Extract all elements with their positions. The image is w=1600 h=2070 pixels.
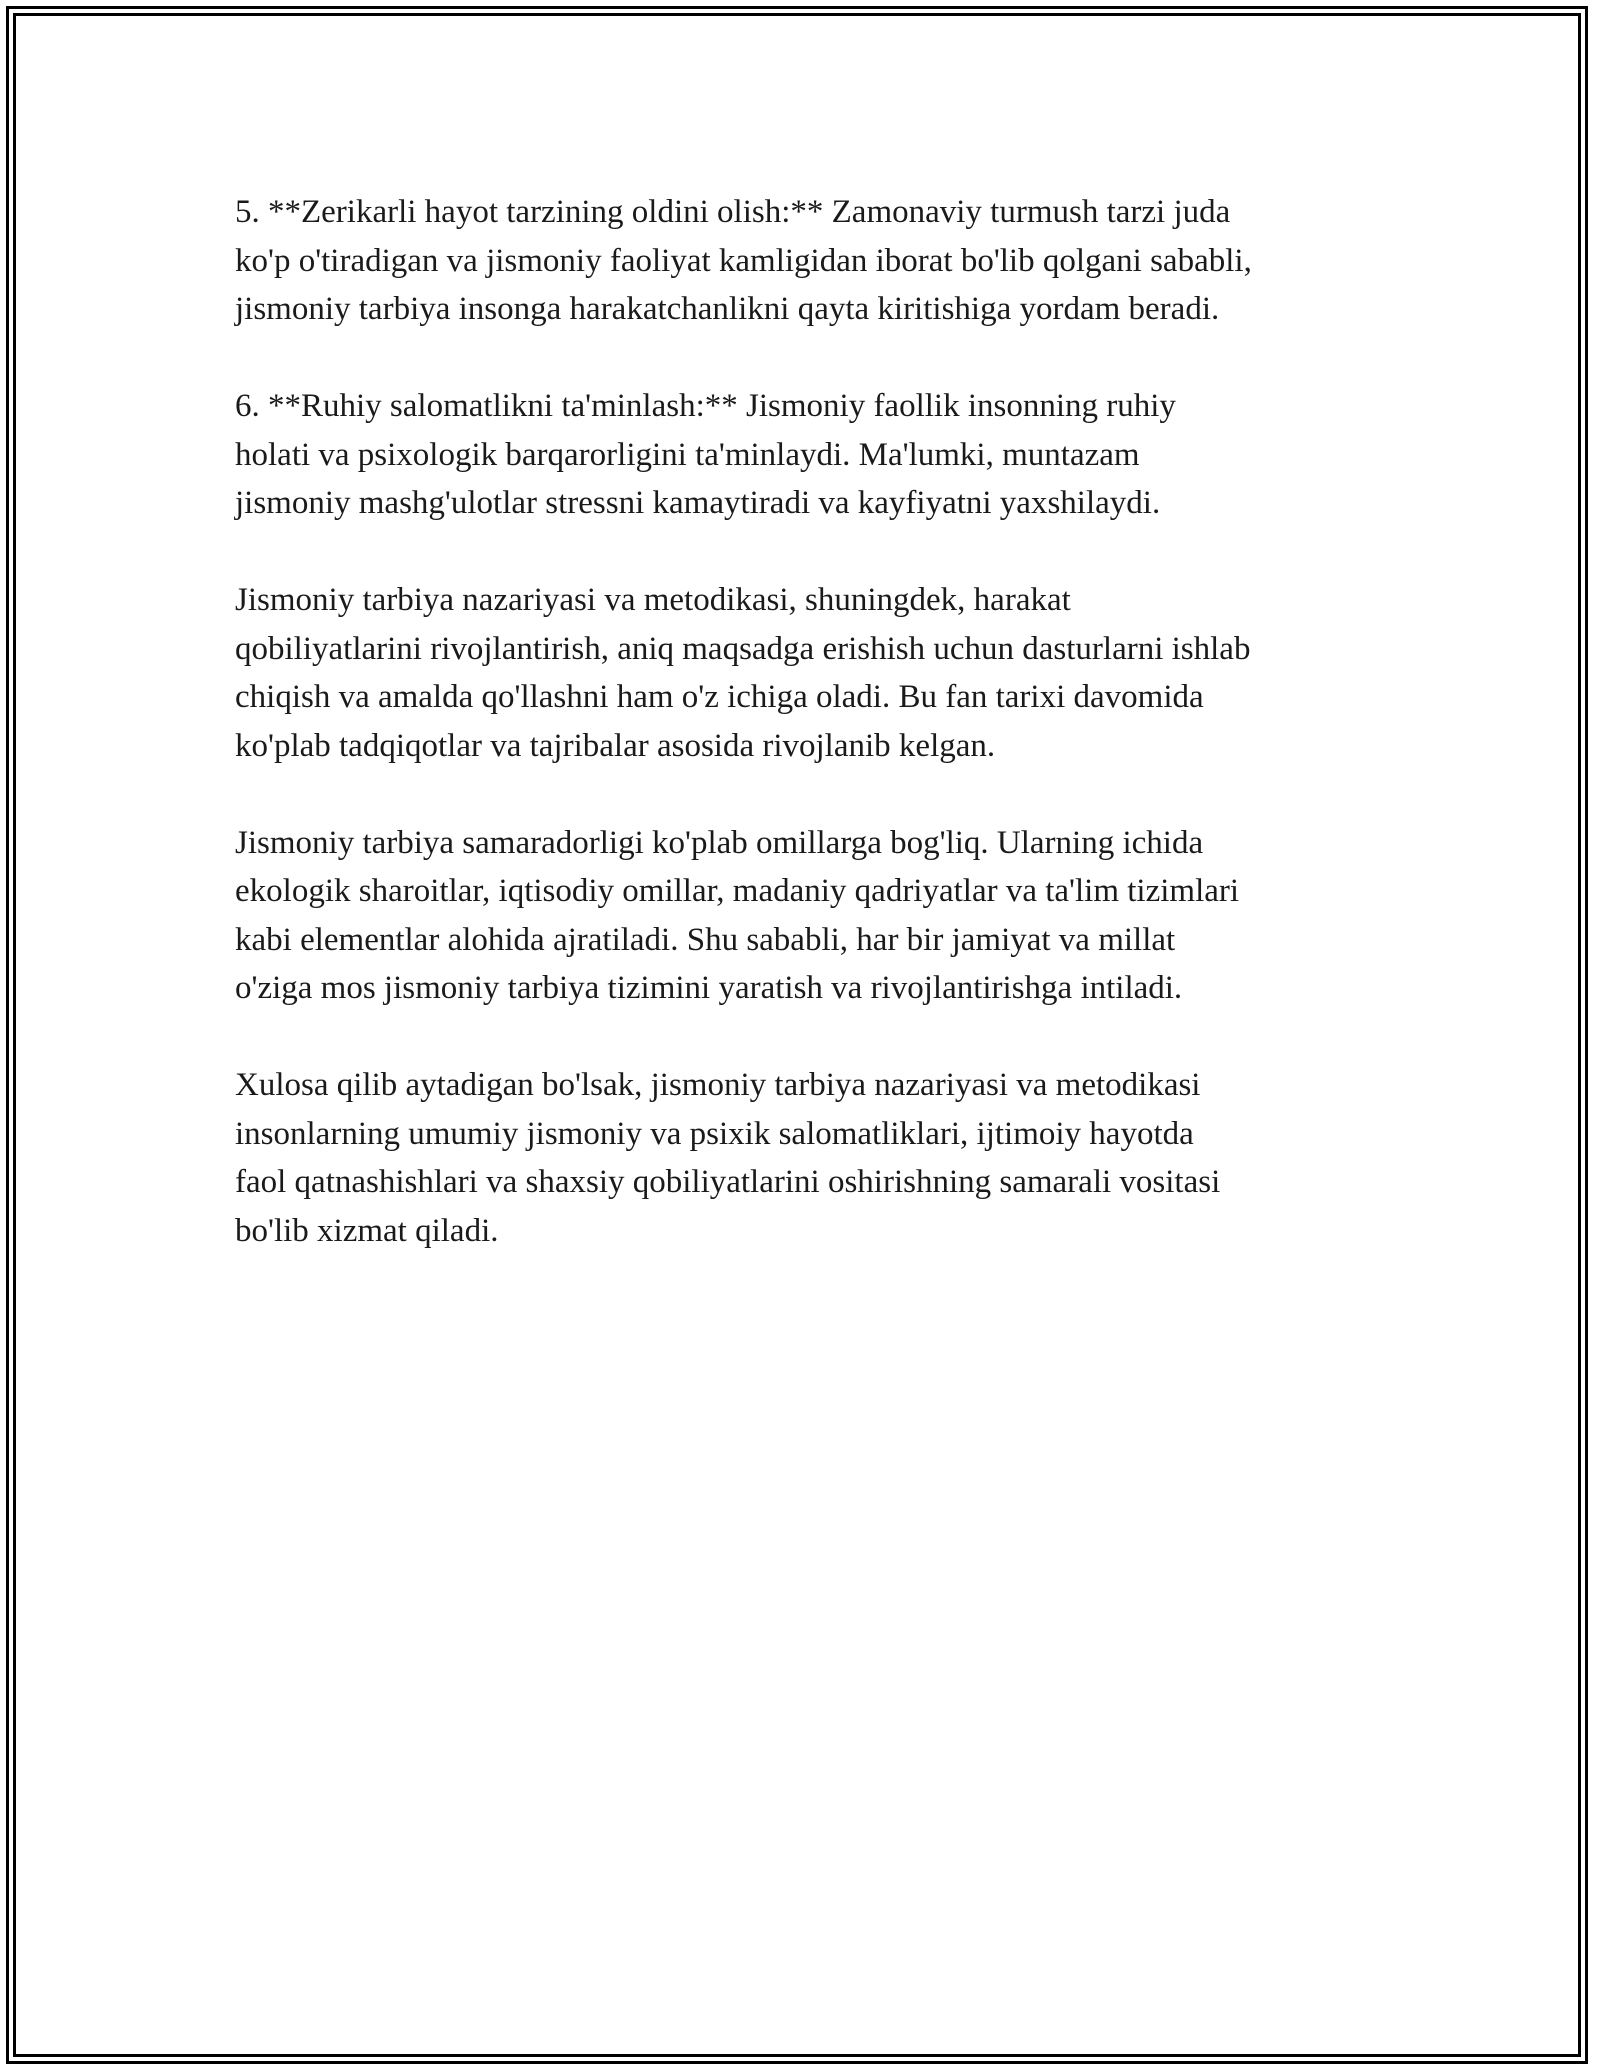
paragraph-nazariya-metodika: Jismoniy tarbiya nazariyasi va metodikasi, shuningdek, harakat qobiliyatlarini rivojlantirish, aniq maqsadga erishish uchun dasturlarni ishlab chiqish va amalda qo'llashni ham o'z ichiga oladi. Bu fan tarixi davomida ko'plab tadqiqotlar va tajribalar asosida rivojlanib kelgan. (235, 582, 1251, 764)
paragraph-xulosa: Xulosa qilib aytadigan bo'lsak, jismoniy tarbiya nazariyasi va metodikasi insonlarning umumiy jismoniy va psixik salomatliklari, ijtimoiy hayotda faol qatnashishlari va shaxsiy qobiliyatlarini oshirishning samarali vositasi bo'lib xizmat qiladi. (235, 1067, 1221, 1249)
document-body (235, 188, 1395, 1304)
paragraph-zerikarli-hayot: 5. **Zerikarli hayot tarzining oldini olish:** Zamonaviy turmush tarzi juda ko'p o'tiradigan va jismoniy faoliyat kamligidan iborat bo'lib qolgani sababli, jismoniy tarbiya insonga harakatchanlikni qayta kiritishiga yordam beradi. (235, 194, 1252, 327)
paragraph-ruhiy-salomatlik: 6. **Ruhiy salomatlikni ta'minlash:** Jismoniy faollik insonning ruhiy holati va psixologik barqarorligini ta'minlaydi. Ma'lumki, muntazam jismoniy mashg'ulotlar stressni kamaytiradi va kayfiyatni yaxshilaydi. (235, 388, 1176, 521)
paragraph-samaradorlik: Jismoniy tarbiya samaradorligi ko'plab omillarga bog'liq. Ularning ichida ekologik sharoitlar, iqtisodiy omillar, madaniy qadriyatlar va ta'lim tizimlari kabi elementlar alohida ajratiladi. Shu sababli, har bir jamiyat va millat o'ziga mos jismoniy tarbiya tizimini yaratish va rivojlantirishga intiladi. (235, 824, 1240, 1006)
